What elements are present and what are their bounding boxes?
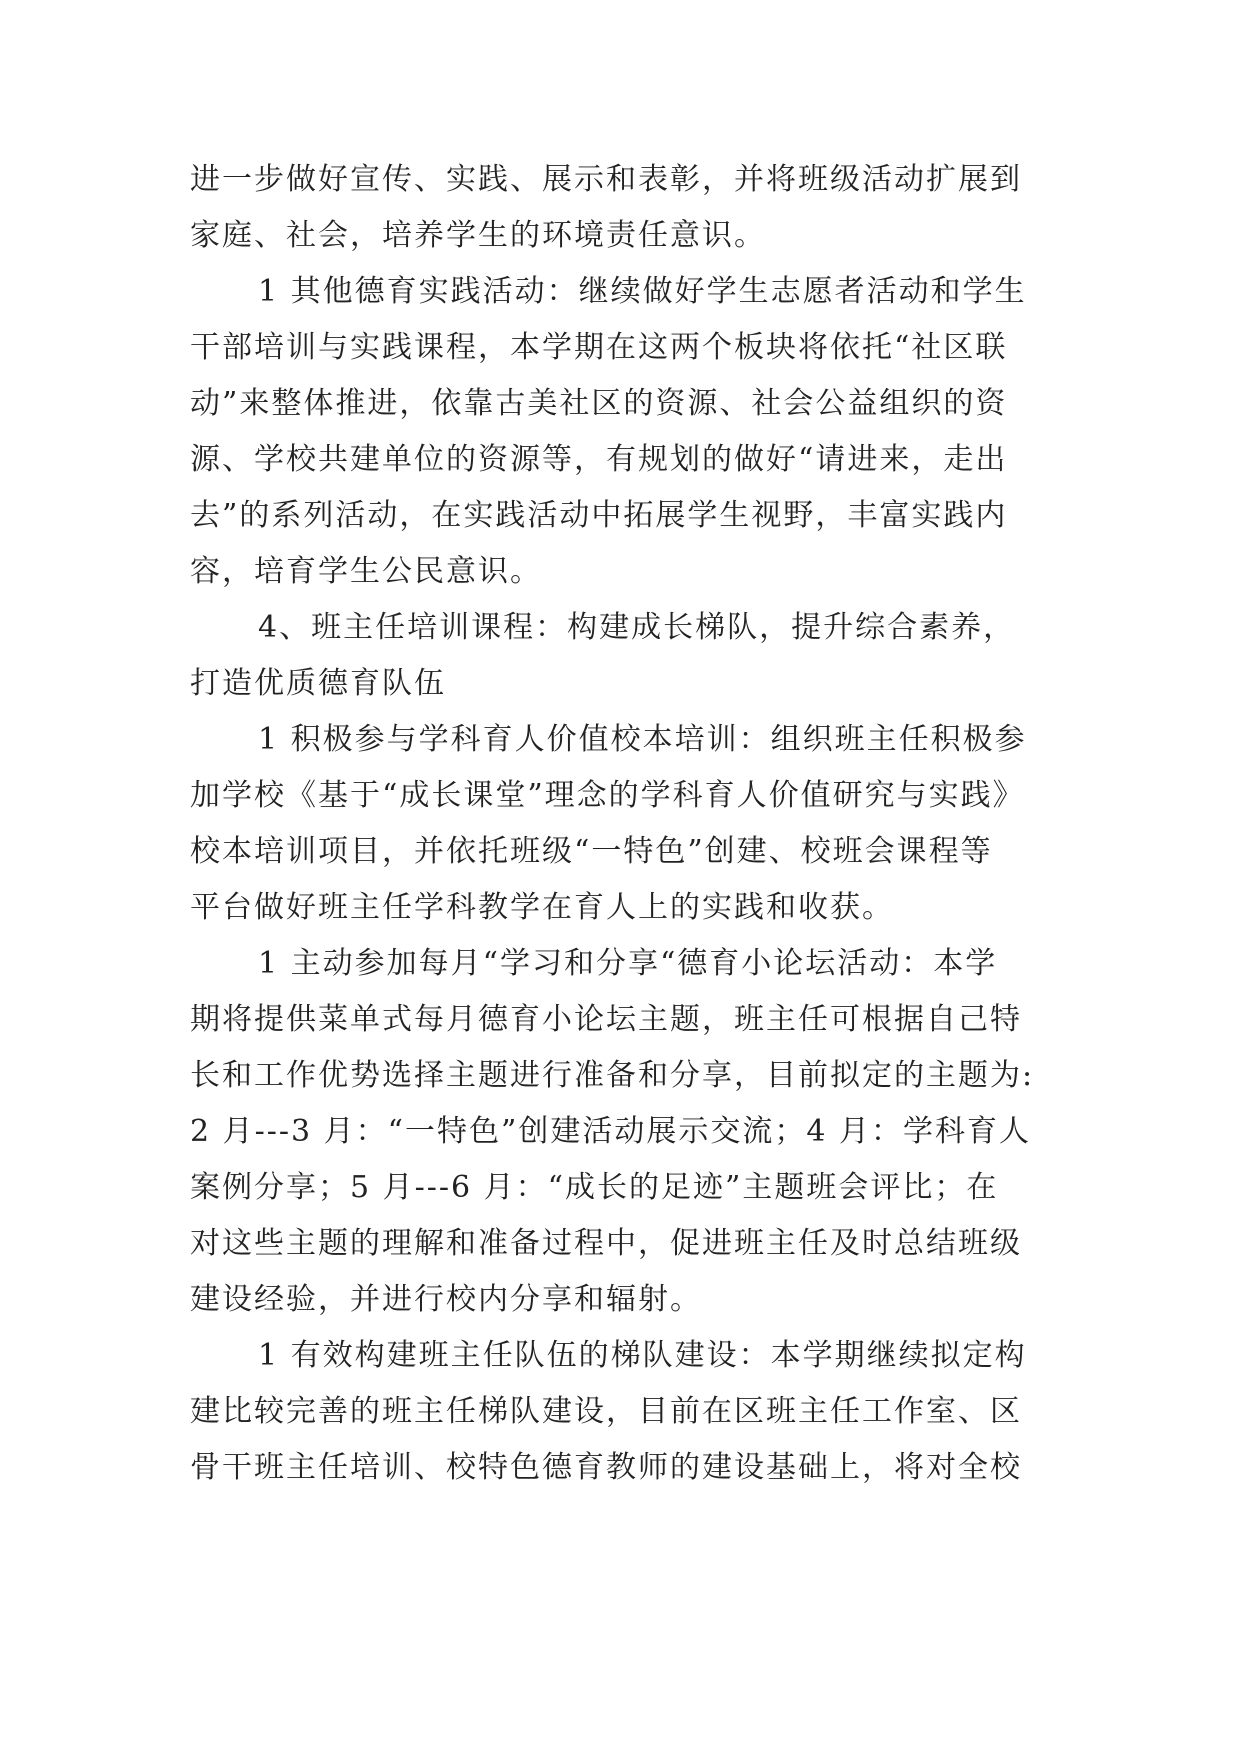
text-line: 家庭、社会，培养学生的环境责任意识。 [190,218,766,253]
text-line: 2 月---3 月：“一特色”创建活动展示交流；4 月：学科育人 [190,1114,1031,1149]
text-line: 容，培育学生公民意识。 [190,554,542,589]
paragraph-start-line: 1 其他德育实践活动：继续做好学生志愿者活动和学生 [258,274,1027,309]
text-line: 案例分享；5 月---6 月：“成长的足迹”主题班会评比；在 [190,1170,999,1205]
text-line: 骨干班主任培训、校特色德育教师的建设基础上，将对全校 [190,1450,1022,1485]
text-line: 建比较完善的班主任梯队建设，目前在区班主任工作室、区 [190,1394,1022,1429]
paragraph-start-line: 1 积极参与学科育人价值校本培训：组织班主任积极参 [258,722,1027,757]
text-line: 校本培训项目，并依托班级“一特色”创建、校班会课程等 [190,834,993,869]
paragraph-start-line: 1 有效构建班主任队伍的梯队建设：本学期继续拟定构 [258,1338,1027,1373]
text-line: 动”来整体推进，依靠古美社区的资源、社会公益组织的资 [190,386,1008,421]
text-line: 期将提供菜单式每月德育小论坛主题，班主任可根据自己特 [190,1002,1022,1037]
text-line: 长和工作优势选择主题进行准备和分享，目前拟定的主题为: [190,1058,1035,1093]
text-line: 进一步做好宣传、实践、展示和表彰，并将班级活动扩展到 [190,162,1022,197]
section-heading-line: 打造优质德育队伍 [190,666,446,701]
text-line: 对这些主题的理解和准备过程中，促进班主任及时总结班级 [190,1226,1022,1261]
text-line: 源、学校共建单位的资源等，有规划的做好“请进来，走出 [190,442,1008,477]
text-line: 去”的系列活动，在实践活动中拓展学生视野，丰富实践内 [190,498,1008,533]
text-line: 干部培训与实践课程，本学期在这两个板块将依托“社区联 [190,330,1008,365]
text-line: 建设经验，并进行校内分享和辐射。 [190,1282,702,1317]
section-heading-line: 4、班主任培训课程：构建成长梯队，提升综合素养， [258,610,1016,645]
text-line: 加学校《基于“成长课堂”理念的学科育人价值研究与实践》 [190,778,1025,813]
paragraph-start-line: 1 主动参加每月“学习和分享“德育小论坛活动：本学 [258,946,998,981]
text-line: 平台做好班主任学科教学在育人上的实践和收获。 [190,890,894,925]
